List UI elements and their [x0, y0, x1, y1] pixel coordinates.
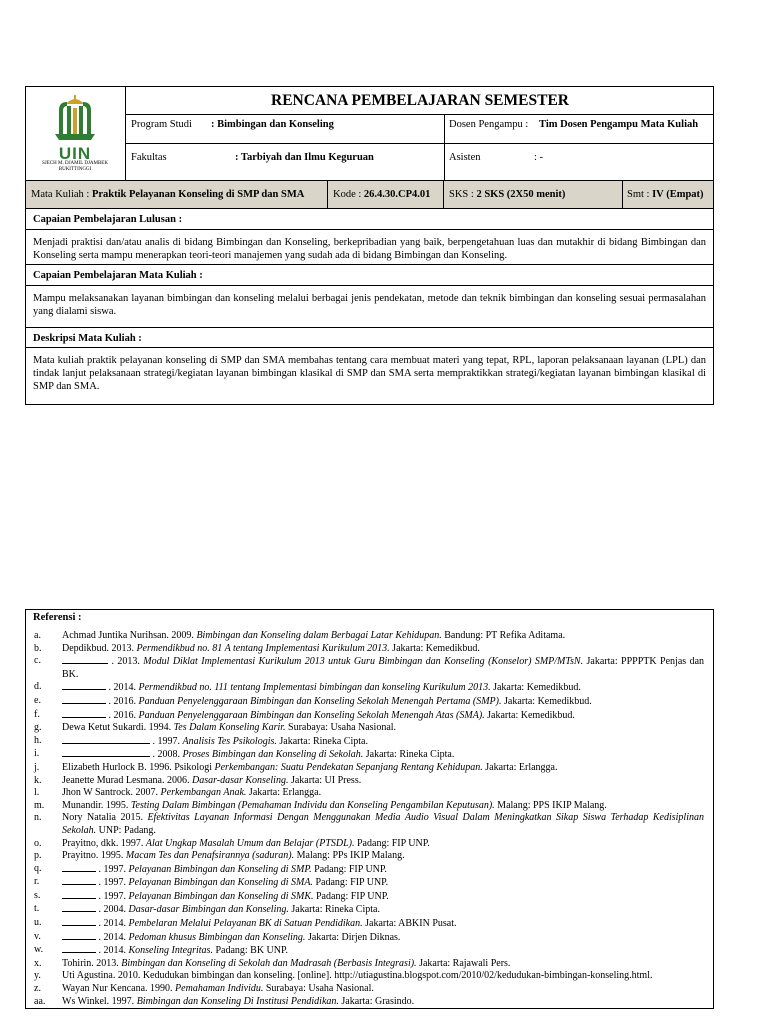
reference-title: Proses Bimbingan dan Konseling di Sekolah.	[182, 749, 364, 761]
title-row	[126, 86, 714, 115]
author-repeat-line	[62, 917, 96, 926]
reference-title: Perkembangan Anak.	[160, 787, 247, 799]
reference-text	[62, 863, 704, 877]
reference-item	[34, 944, 704, 958]
reference-letter: f.	[34, 708, 40, 720]
reference-prefix: . 2014.	[98, 931, 129, 943]
reference-letter: q.	[34, 862, 42, 874]
reference-letter: x.	[34, 957, 42, 969]
course-value: Praktik Pelayanan Konseling di SMP dan SMA	[91, 189, 305, 200]
author-repeat-line	[62, 903, 96, 912]
reference-text	[62, 970, 704, 983]
reference-letter: j.	[34, 761, 40, 773]
reference-publisher: Malang: PPs IKIP Malang.	[294, 850, 405, 862]
reference-item	[34, 681, 704, 695]
reference-item	[34, 643, 704, 656]
author-repeat-line	[62, 735, 150, 744]
reference-prefix: Ws Winkel. 1997.	[62, 995, 137, 1007]
reference-prefix: Munandir. 1995.	[62, 799, 131, 811]
reference-title: Bimbingan dan Konseling di Sekolah dan Madrasah (Berbasis Integrasi).	[121, 957, 417, 969]
reference-letter: g.	[34, 722, 42, 734]
reference-letter: v.	[34, 930, 41, 942]
reference-text	[62, 800, 704, 813]
reference-prefix: . 1997.	[98, 890, 129, 902]
section-divider	[25, 347, 714, 348]
reference-title: Modul Diklat Implementasi Kurikulum 2013 untuk Guru Bimbingan dan Konseling (Konselor) SMP/MTsN.	[143, 656, 584, 668]
reference-text	[62, 903, 704, 917]
reference-letter: o.	[34, 837, 42, 849]
reference-title: Testing Dalam Bimbingan (Pemahaman Individu dan Konseling Pengambilan Keputusan).	[130, 799, 495, 811]
reference-publisher: Bandung: PT Refika Aditama.	[441, 630, 566, 641]
reference-prefix: Uti Agustina. 2010. Kedudukan bimbingan dan konseling. [online]. http://utiagustina.blogspot.com/2010/02/kedudukan-bimbingan-konseling.html.	[62, 970, 653, 982]
logo-subtext: SJECH M. DJAMIL DJAMBEK BUKITTINGGI	[42, 161, 108, 172]
reference-prefix: . 2014.	[98, 945, 129, 957]
reference-item	[34, 709, 704, 723]
reference-item	[34, 722, 704, 735]
description-text: Mata kuliah praktik pelayanan konseling di SMP dan SMA membahas tentang cara membuat materi yang tepat, RPL, laporan pelaksanaan layanan (LPL) dan tindak lanjut pelaksanaan strategi/kegiatan layanan bimbingan klasikal di SMP dan SMA serta mempraktikkan strategi/kegiatan layanan bimbingan klasikal di SMP dan SMA.	[33, 355, 706, 392]
reference-publisher: Jakarta: Rineka Cipta.	[276, 735, 368, 747]
reference-publisher: Jakarta: Dirjen Diknas.	[305, 931, 401, 943]
reference-item	[34, 762, 704, 775]
reference-prefix: . 2008.	[152, 749, 183, 761]
reference-letter: aa.	[34, 995, 46, 1007]
reference-text	[62, 850, 704, 863]
references-list	[34, 630, 704, 1008]
reference-letter: n.	[34, 812, 42, 824]
university-logo	[45, 94, 105, 146]
fakultas-label: Fakultas	[131, 152, 167, 163]
cpl-text: Menjadi praktisi dan/atau analis di bidang Bimbingan dan Konseling, berkepribadian yang baik, berpengetahuan luas dan mutakhir di bidang Bimbingan dan Konseling serta mampu menerapkan teori-teori manajemen yang sudah ada di bidang Bimbingan dan Konseling.	[33, 237, 706, 261]
cpl-section	[25, 209, 714, 265]
reference-letter: e.	[34, 694, 41, 706]
reference-letter: u.	[34, 917, 42, 929]
reference-letter: d.	[34, 681, 42, 693]
reference-text	[62, 838, 704, 851]
reference-publisher: Jakarta: Erlangga.	[246, 787, 322, 799]
reference-publisher: Jakarta: Erlangga.	[482, 761, 558, 773]
reference-title: Pelayanan Bimbingan dan Konseling di SMA.	[128, 877, 313, 889]
reference-item	[34, 838, 704, 851]
reference-letter: m.	[34, 799, 45, 811]
reference-publisher: Jakarta: Kemedikbud.	[389, 642, 480, 654]
reference-prefix: Elizabeth Hurlock B. 1996. Psikologi	[62, 761, 215, 773]
reference-prefix: Prayitno. 1995.	[62, 850, 126, 862]
reference-item	[34, 775, 704, 788]
semester-label: Smt :	[627, 189, 650, 200]
reference-title: Pelayanan Bimbingan dan Konseling di SMK.	[128, 890, 314, 902]
reference-item	[34, 890, 704, 904]
reference-title: Macam Tes dan Penafsirannya (saduran).	[125, 850, 295, 862]
reference-item	[34, 863, 704, 877]
reference-item	[34, 917, 704, 931]
reference-text	[62, 735, 704, 749]
page-title: RENCANA PEMBELAJARAN SEMESTER	[271, 92, 569, 109]
code-label: Kode :	[333, 189, 362, 200]
logo-text: UIN	[58, 144, 92, 163]
description-section	[25, 328, 714, 405]
reference-prefix: Nory Natalia 2015.	[62, 812, 148, 824]
reference-letter: a.	[34, 630, 41, 641]
reference-title: Pedoman khusus Bimbingan dan Konseling.	[128, 931, 306, 943]
sks-label: SKS :	[449, 189, 474, 200]
reference-publisher: UNP: Padang.	[96, 824, 156, 836]
author-repeat-line	[62, 709, 106, 718]
author-repeat-line	[62, 863, 96, 872]
reference-publisher: Jakarta: UI Press.	[288, 774, 362, 786]
reference-item	[34, 983, 704, 996]
reference-title: Pelayanan Bimbingan dan Konseling di SMP.	[128, 863, 312, 875]
reference-letter: y.	[34, 970, 41, 982]
reference-item	[34, 996, 704, 1009]
reference-publisher: Jakarta: Rineka Cipta.	[288, 904, 380, 916]
reference-prefix: . 2014.	[108, 682, 139, 694]
reference-title: Panduan Penyelenggaraan Bimbingan dan Konseling Sekolah Menengah Atas (SMA).	[138, 709, 485, 721]
reference-text	[62, 931, 704, 945]
reference-letter: w.	[34, 944, 44, 956]
references-box	[25, 609, 714, 1009]
reference-letter: p.	[34, 850, 42, 862]
reference-title: Pemahaman Individu.	[175, 983, 264, 995]
reference-letter: l.	[34, 787, 40, 799]
author-repeat-line	[62, 695, 106, 704]
reference-letter: s.	[34, 889, 41, 901]
course-semester	[627, 188, 704, 201]
reference-title: Permendikbud no. 111 tentang Implementasi bimbingan dan konseling Kurikulum 2013.	[138, 682, 491, 694]
reference-item	[34, 695, 704, 709]
course-divider	[443, 181, 444, 209]
reference-text	[62, 709, 704, 723]
reference-title: Dasar-dasar Bimbingan dan Konseling.	[128, 904, 289, 916]
asisten-label: Asisten	[449, 152, 481, 163]
reference-letter: i.	[34, 748, 40, 760]
references-title: Referensi :	[33, 612, 82, 623]
author-repeat-line	[62, 655, 108, 664]
reference-title: Dasar-dasar Konseling.	[191, 774, 289, 786]
reference-item	[34, 748, 704, 762]
reference-letter: b.	[34, 642, 42, 654]
reference-text	[62, 787, 704, 800]
reference-publisher: Jakarta: Kemedikbud.	[484, 709, 575, 721]
reference-title: Tes Dalam Konseling Karir.	[173, 722, 286, 734]
reference-prefix: . 2014.	[98, 918, 129, 930]
program-value: : Bimbingan dan Konseling	[211, 119, 334, 130]
reference-text	[62, 643, 704, 656]
reference-publisher: Padang: FIP UNP.	[354, 837, 430, 849]
course-name	[31, 188, 304, 201]
reference-prefix: Dewa Ketut Sukardi. 1994.	[62, 722, 174, 734]
reference-text	[62, 876, 704, 890]
reference-title: Pembelaran Melalui Pelayanan BK di Satuan Pendidikan.	[128, 918, 363, 930]
reference-prefix: Jhon W Santrock. 2007.	[62, 787, 161, 799]
reference-prefix: Prayitno, dkk. 1997.	[62, 837, 146, 849]
reference-text	[62, 748, 704, 762]
reference-prefix: . 2016.	[108, 695, 139, 707]
reference-publisher: Jakarta: PPPPTK Penjas dan BK.	[62, 656, 705, 680]
reference-item	[34, 931, 704, 945]
author-repeat-line	[62, 748, 150, 757]
reference-publisher: Padang: FIP UNP.	[312, 877, 389, 889]
reference-prefix: . 2013.	[111, 656, 144, 668]
reference-title: Efektivitas Layanan Informasi Dengan Menggunakan Media Audio Visual Dalam Meningkatkan Sikap Siswa Terhadap Kedisiplinan Sekolah.	[62, 812, 704, 836]
reference-item	[34, 970, 704, 983]
reference-item	[34, 903, 704, 917]
reference-text	[62, 695, 704, 709]
reference-text	[62, 655, 704, 681]
reference-text	[62, 958, 704, 971]
reference-letter: z.	[34, 983, 41, 995]
reference-prefix: Depdikbud. 2013.	[62, 642, 137, 654]
author-repeat-line	[62, 944, 96, 953]
reference-item	[34, 735, 704, 749]
cpmk-text: Mampu melaksanakan layanan bimbingan dan konseling melalui berbagai jenis pendekatan, metode dan teknik bimbingan dan konseling sesuai permasalahan yang dialami siswa.	[33, 293, 706, 317]
reference-prefix: . 1997.	[152, 735, 183, 747]
reference-text	[62, 917, 704, 931]
reference-prefix: . 1997.	[98, 863, 129, 875]
reference-prefix: Achmad Juntika Nurihsan. 2009.	[62, 630, 197, 641]
reference-text	[62, 812, 704, 837]
reference-title: Alat Ungkap Masalah Umum dan Belajar (PTSDL).	[145, 837, 355, 849]
reference-publisher: Jakarta: Kemedikbud.	[501, 695, 592, 707]
reference-title: Konseling Integritas.	[128, 945, 213, 957]
reference-item	[34, 655, 704, 681]
reference-text	[62, 983, 704, 996]
reference-item	[34, 800, 704, 813]
reference-publisher: Jakarta: Rineka Cipta.	[363, 749, 455, 761]
sks-value: 2 SKS (2X50 menit)	[476, 189, 566, 200]
cpmk-title: Capaian Pembelajaran Mata Kuliah :	[33, 270, 203, 281]
author-repeat-line	[62, 876, 96, 885]
course-divider	[327, 181, 328, 209]
reference-publisher: Padang: FIP UNP.	[313, 890, 389, 902]
reference-text	[62, 722, 704, 735]
reference-letter: t.	[34, 903, 40, 915]
reference-title: Bimbingan dan Konseling Di Institusi Pendidikan.	[136, 995, 339, 1007]
course-divider	[622, 181, 623, 209]
reference-item	[34, 812, 704, 837]
reference-publisher: Jakarta: Rajawali Pers.	[416, 957, 511, 969]
reference-publisher: Padang: FIP UNP.	[311, 863, 387, 875]
author-repeat-line	[62, 681, 106, 690]
reference-item	[34, 787, 704, 800]
reference-text	[62, 890, 704, 904]
dosen-value: Tim Dosen Pengampu Mata Kuliah	[539, 119, 699, 130]
reference-publisher: Jakarta: Grasindo.	[338, 995, 415, 1007]
reference-text	[62, 996, 704, 1009]
course-label: Mata Kuliah :	[31, 189, 90, 200]
reference-letter: h.	[34, 734, 42, 746]
reference-publisher: Surabaya: Usaha Nasional.	[263, 983, 374, 995]
reference-item	[34, 958, 704, 971]
reference-title: Panduan Penyelenggaraan Bimbingan dan Konseling Sekolah Menengah Pertama (SMP).	[138, 695, 502, 707]
reference-prefix: . 1997.	[98, 877, 129, 889]
reference-title: Perkembangan: Suatu Pendekatan Sepanjang Rentang Kehidupan.	[214, 761, 483, 773]
reference-publisher: Malang: PPS IKIP Malang.	[494, 799, 607, 811]
reference-text	[62, 681, 704, 695]
reference-prefix: Jeanette Murad Lesmana. 2006.	[62, 774, 192, 786]
reference-item	[34, 876, 704, 890]
cpmk-section	[25, 265, 714, 328]
course-code	[333, 188, 430, 201]
reference-letter: r.	[34, 876, 40, 888]
reference-publisher: Jakarta: Kemedikbud.	[490, 682, 581, 694]
reference-text	[62, 762, 704, 775]
reference-item	[34, 850, 704, 863]
semester-value: IV (Empat)	[652, 189, 704, 200]
fakultas-value: : Tarbiyah dan Ilmu Keguruan	[235, 152, 374, 163]
code-value: 26.4.30.CP4.01	[363, 189, 431, 200]
reference-prefix: Wayan Nur Kencana. 1990.	[62, 983, 176, 995]
reference-title: Permendikbud no. 81 A tentang Implementasi Kurikulum 2013.	[136, 642, 390, 654]
reference-text	[62, 944, 704, 958]
reference-publisher: Jakarta: ABKIN Pusat.	[362, 918, 457, 930]
reference-publisher: Padang: BK UNP.	[212, 945, 288, 957]
reference-prefix: Tohirin. 2013.	[62, 957, 122, 969]
reference-prefix: . 2016.	[108, 709, 139, 721]
reference-title: Bimbingan dan Konseling dalam Berbagai Latar Kehidupan.	[196, 630, 442, 641]
reference-text	[62, 775, 704, 788]
section-divider	[25, 229, 714, 230]
cpl-title: Capaian Pembelajaran Lulusan :	[33, 214, 183, 225]
program-label: Program Studi	[131, 119, 192, 130]
logo-cell	[25, 86, 126, 181]
course-sks	[449, 188, 565, 201]
reference-letter: k.	[34, 774, 42, 786]
reference-publisher: Surabaya: Usaha Nasional.	[285, 722, 397, 734]
asisten-value: : -	[534, 152, 544, 163]
author-repeat-line	[62, 931, 96, 940]
dosen-label: Dosen Pengampu :	[449, 119, 529, 130]
reference-letter: c.	[34, 655, 41, 667]
reference-item	[34, 630, 704, 643]
author-repeat-line	[62, 890, 96, 899]
reference-prefix: . 2004.	[98, 904, 129, 916]
header-divider	[444, 115, 445, 181]
reference-text	[62, 630, 704, 643]
description-title: Deskripsi Mata Kuliah :	[33, 333, 142, 344]
reference-title: Analisis Tes Psikologis.	[182, 735, 277, 747]
section-divider	[25, 285, 714, 286]
